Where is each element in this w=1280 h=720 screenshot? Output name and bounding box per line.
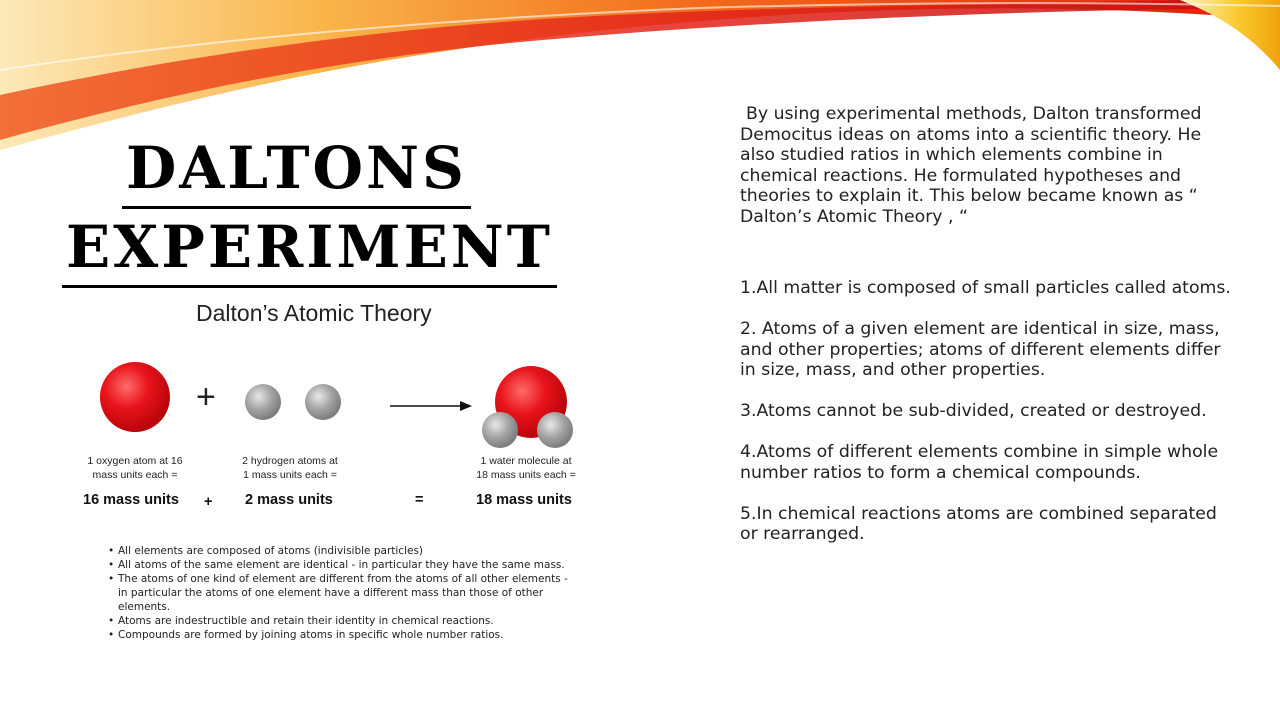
slide-body-text xyxy=(740,104,1240,545)
theory-point: 1.All matter is composed of small particles called atoms. xyxy=(740,278,1231,298)
plus-mass-symbol: + xyxy=(204,494,213,510)
water-caption: 1 water molecule at 18 mass units each = xyxy=(476,455,576,481)
diagram-title: Dalton’s Atomic Theory xyxy=(196,300,432,326)
title-line-2: EXPERIMENT xyxy=(62,209,557,288)
theory-point: 5.In chemical reactions atoms are combined separated or rearranged. xyxy=(740,503,1217,544)
diagram-bullet-list xyxy=(108,544,578,642)
plus-symbol: + xyxy=(196,378,216,416)
oxygen-caption: 1 oxygen atom at 16 mass units each = xyxy=(87,455,183,481)
water-hydrogen-atom-icon xyxy=(482,412,518,448)
arrow-icon xyxy=(390,400,472,412)
list-item: • All elements are composed of atoms (indivisible particles) xyxy=(108,544,578,558)
theory-point: 2. Atoms of a given element are identical in size, mass, and other properties; atoms of different elements differ in size, mass, and other properties. xyxy=(740,319,1221,380)
theory-point: 4.Atoms of different elements combine in simple whole number ratios to form a chemical compounds. xyxy=(740,442,1219,483)
hydrogen-atom-icon xyxy=(245,384,281,420)
title-line-1: DALTONS xyxy=(122,130,471,209)
water-hydrogen-atom-icon xyxy=(537,412,573,448)
water-mass: 18 mass units xyxy=(476,492,572,508)
equals-symbol: = xyxy=(415,492,424,508)
hydrogen-caption: 2 hydrogen atoms at 1 mass units each = xyxy=(242,455,338,481)
list-item: • All atoms of the same element are identical - in particular they have the same mass. xyxy=(108,558,578,572)
list-item: • Compounds are formed by joining atoms in specific whole number ratios. xyxy=(108,628,578,642)
list-item: • Atoms are indestructible and retain their identity in chemical reactions. xyxy=(108,614,578,628)
oxygen-atom-icon xyxy=(100,362,170,432)
intro-paragraph: By using experimental methods, Dalton transformed Democitus ideas on atoms into a scientific theory. He also studied ratios in which elements combine in chemical reactions. He formulated hypotheses and theories to explain it. This below became known as “ Dalton’s Atomic Theory , “ xyxy=(740,104,1202,227)
atomic-theory-diagram xyxy=(70,292,610,672)
hydrogen-mass: 2 mass units xyxy=(245,492,333,508)
theory-point: 3.Atoms cannot be sub-divided, created or destroyed. xyxy=(740,401,1207,421)
slide-title xyxy=(62,130,553,288)
list-item: • The atoms of one kind of element are different from the atoms of all other elements - in particular the atoms of one element have a different mass than those of other elements. xyxy=(108,572,578,614)
oxygen-mass: 16 mass units xyxy=(83,492,179,508)
hydrogen-atom-icon xyxy=(305,384,341,420)
